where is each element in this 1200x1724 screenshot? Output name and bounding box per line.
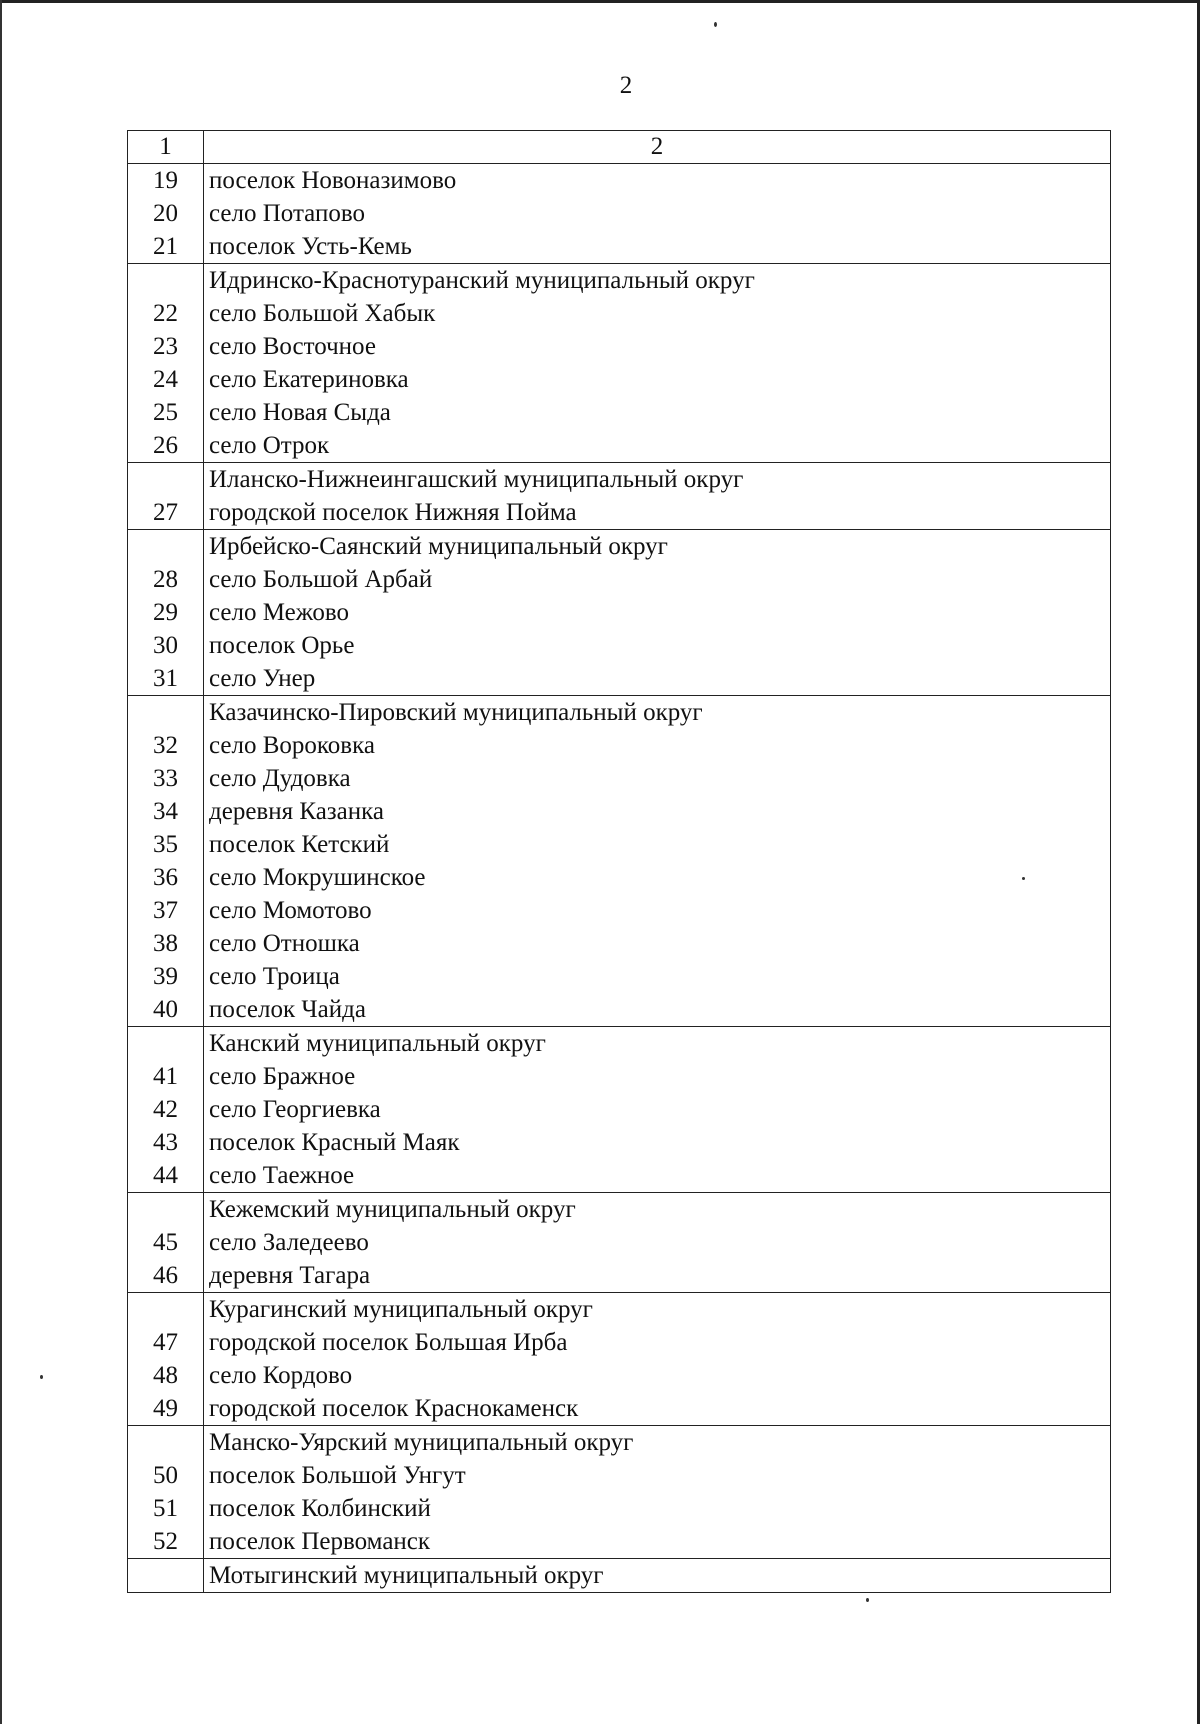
row-number: 33 xyxy=(153,765,178,792)
group-number-cell xyxy=(128,1559,204,1593)
settlement-name: городской поселок Краснокаменск xyxy=(209,1395,579,1422)
group-name-cell xyxy=(204,696,1111,1027)
district-name: Кежемский муниципальный округ xyxy=(209,1196,576,1223)
table-group xyxy=(128,530,1111,696)
row-number: 27 xyxy=(153,499,178,526)
row-number: 50 xyxy=(153,1462,178,1489)
settlement-name: городской поселок Большая Ирба xyxy=(209,1329,568,1356)
row-number: 51 xyxy=(153,1495,178,1522)
settlement-name: село Межово xyxy=(209,599,350,626)
group-number-cell xyxy=(128,1426,204,1559)
district-number-spacer xyxy=(128,1426,203,1459)
district-name: Канский муниципальный округ xyxy=(209,1030,546,1057)
row-number: 45 xyxy=(153,1229,178,1256)
district-number-spacer xyxy=(128,696,203,729)
group-number-cell xyxy=(128,164,204,264)
row-number: 22 xyxy=(153,300,178,327)
settlement-name: село Большой Хабык xyxy=(209,300,436,327)
settlement-name: село Бражное xyxy=(209,1063,356,1090)
row-number: 42 xyxy=(153,1096,178,1123)
district-number-spacer xyxy=(128,463,203,496)
group-name-cell xyxy=(204,1293,1111,1426)
settlement-name: поселок Кетский xyxy=(209,831,390,858)
settlement-name: поселок Орье xyxy=(209,632,355,659)
table-group xyxy=(128,1559,1111,1593)
row-number: 31 xyxy=(153,665,178,692)
table-group xyxy=(128,696,1111,1027)
row-number: 37 xyxy=(153,897,178,924)
district-number-spacer xyxy=(128,1027,203,1060)
table-group xyxy=(128,264,1111,463)
row-number: 24 xyxy=(153,366,178,393)
settlements-table xyxy=(127,130,1111,1593)
row-number: 34 xyxy=(153,798,178,825)
row-number: 44 xyxy=(153,1162,178,1189)
settlement-name: село Троица xyxy=(209,963,340,990)
group-name-cell xyxy=(204,463,1111,530)
settlement-name: городской поселок Нижняя Пойма xyxy=(209,499,577,526)
settlement-name: поселок Первоманск xyxy=(209,1528,431,1555)
table-group xyxy=(128,1027,1111,1193)
column-header-name: 2 xyxy=(204,131,1111,164)
settlement-name: поселок Колбинский xyxy=(209,1495,431,1522)
row-number: 23 xyxy=(153,333,178,360)
row-number: 52 xyxy=(153,1528,178,1555)
row-number: 41 xyxy=(153,1063,178,1090)
settlement-name: село Унер xyxy=(209,665,316,692)
settlement-name: село Дудовка xyxy=(209,765,351,792)
district-name: Иланско-Нижнеингашский муниципальный округ xyxy=(209,466,744,493)
row-number: 48 xyxy=(153,1362,178,1389)
group-number-cell xyxy=(128,696,204,1027)
district-number-spacer xyxy=(128,264,203,297)
district-number-spacer xyxy=(128,530,203,563)
district-name: Курагинский муниципальный округ xyxy=(209,1296,593,1323)
row-number: 20 xyxy=(153,200,178,227)
group-name-cell xyxy=(204,1426,1111,1559)
district-number-spacer xyxy=(128,1193,203,1226)
settlement-name: село Екатериновка xyxy=(209,366,409,393)
settlement-name: поселок Новоназимово xyxy=(209,167,457,194)
settlement-name: поселок Чайда xyxy=(209,996,366,1023)
group-name-cell xyxy=(204,264,1111,463)
column-header-number: 1 xyxy=(128,131,204,164)
group-name-cell xyxy=(204,1027,1111,1193)
district-name: Ирбейско-Саянский муниципальный округ xyxy=(209,533,668,560)
row-number: 43 xyxy=(153,1129,178,1156)
district-name: Идринско-Краснотуранский муниципальный округ xyxy=(209,267,755,294)
row-number: 47 xyxy=(153,1329,178,1356)
settlement-name: деревня Тагара xyxy=(209,1262,371,1289)
district-name: Мотыгинский муниципальный округ xyxy=(209,1562,604,1589)
district-name: Казачинско-Пировский муниципальный округ xyxy=(209,699,703,726)
row-number: 28 xyxy=(153,566,178,593)
table-body xyxy=(128,164,1111,1593)
row-number: 30 xyxy=(153,632,178,659)
scan-edge-left xyxy=(0,0,2,1724)
table-header-row xyxy=(128,131,1111,164)
page-number: 2 xyxy=(619,72,633,99)
group-number-cell xyxy=(128,1193,204,1293)
table-group xyxy=(128,164,1111,264)
row-number: 36 xyxy=(153,864,178,891)
district-number-spacer xyxy=(128,1293,203,1326)
group-name-cell xyxy=(204,530,1111,696)
settlement-name: село Заледеево xyxy=(209,1229,369,1256)
settlement-name: село Георгиевка xyxy=(209,1096,381,1123)
settlement-name: село Мокрушинское xyxy=(209,864,426,891)
row-number: 32 xyxy=(153,732,178,759)
group-number-cell xyxy=(128,463,204,530)
scan-edge-top xyxy=(0,0,1200,3)
row-number: 35 xyxy=(153,831,178,858)
settlement-name: деревня Казанка xyxy=(209,798,384,825)
table-group xyxy=(128,1193,1111,1293)
table-group xyxy=(128,463,1111,530)
row-number: 39 xyxy=(153,963,178,990)
row-number: 21 xyxy=(153,233,178,260)
settlement-name: село Большой Арбай xyxy=(209,566,433,593)
settlement-name: село Момотово xyxy=(209,897,372,924)
settlement-name: поселок Красный Маяк xyxy=(209,1129,460,1156)
row-number: 40 xyxy=(153,996,178,1023)
group-name-cell xyxy=(204,1559,1111,1593)
scan-speck xyxy=(40,1375,43,1379)
table-group xyxy=(128,1293,1111,1426)
row-number: 38 xyxy=(153,930,178,957)
row-number: 19 xyxy=(153,167,178,194)
settlement-name: село Отношка xyxy=(209,930,360,957)
settlement-name: поселок Большой Унгут xyxy=(209,1462,466,1489)
row-number: 49 xyxy=(153,1395,178,1422)
group-number-cell xyxy=(128,264,204,463)
row-number: 26 xyxy=(153,432,178,459)
settlement-name: поселок Усть-Кемь xyxy=(209,233,412,260)
settlement-name: село Кордово xyxy=(209,1362,353,1389)
scan-speck xyxy=(866,1598,869,1602)
scan-speck xyxy=(714,22,717,27)
group-name-cell xyxy=(204,164,1111,264)
settlement-name: село Восточное xyxy=(209,333,376,360)
group-number-cell xyxy=(128,1293,204,1426)
row-number: 29 xyxy=(153,599,178,626)
settlement-name: село Новая Сыда xyxy=(209,399,391,426)
settlement-name: село Вороковка xyxy=(209,732,375,759)
settlement-name: село Потапово xyxy=(209,200,365,227)
settlement-name: село Отрок xyxy=(209,432,330,459)
group-number-cell xyxy=(128,530,204,696)
row-number: 46 xyxy=(153,1262,178,1289)
group-name-cell xyxy=(204,1193,1111,1293)
row-number: 25 xyxy=(153,399,178,426)
table-group xyxy=(128,1426,1111,1559)
group-number-cell xyxy=(128,1027,204,1193)
district-number-spacer xyxy=(128,1559,203,1592)
district-name: Манско-Уярский муниципальный округ xyxy=(209,1429,634,1456)
settlement-name: село Таежное xyxy=(209,1162,355,1189)
